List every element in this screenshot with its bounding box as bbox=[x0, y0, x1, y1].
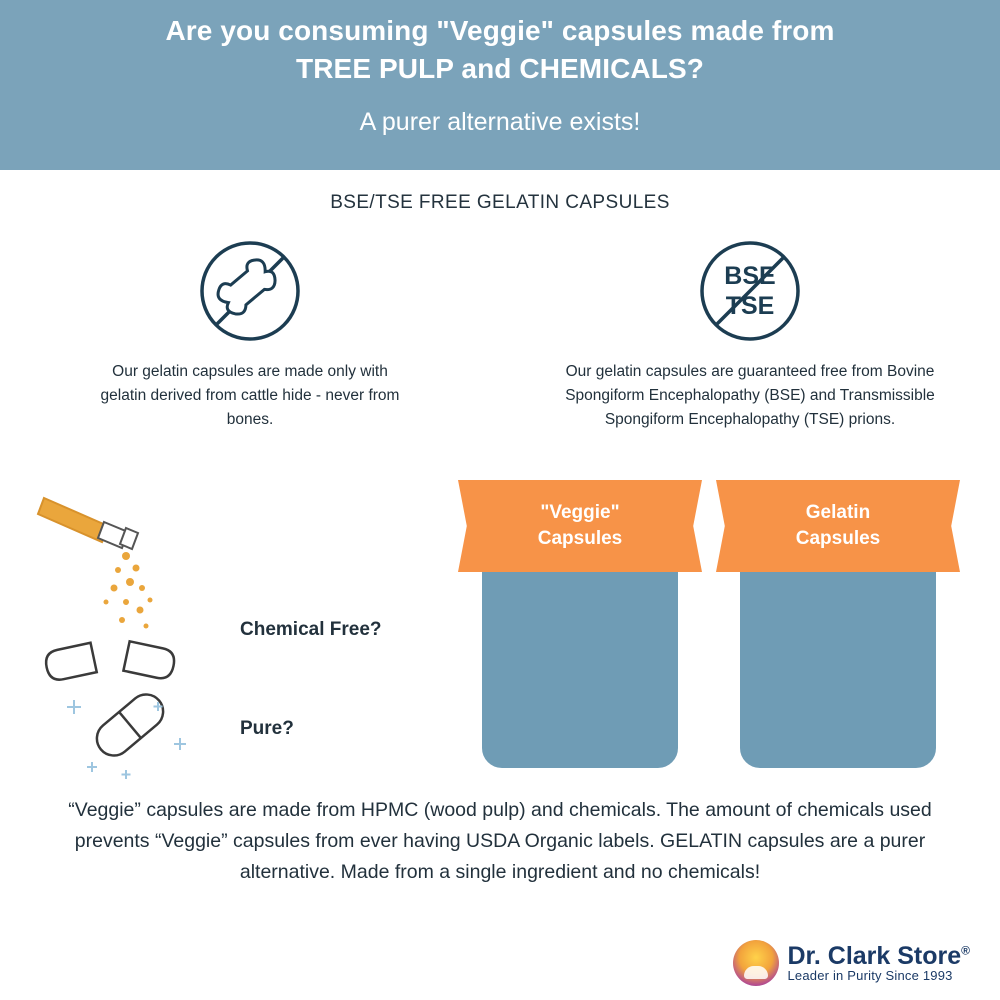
brand-tagline: Leader in Purity Since 1993 bbox=[787, 968, 953, 984]
brand-name-text: Dr. Clark Store bbox=[787, 942, 962, 971]
icon-row bbox=[0, 226, 1000, 432]
comparison-question-labels bbox=[240, 580, 450, 778]
icon-caption-bone: Our gelatin capsules are made only with gelatin derived from cattle hide - never from bones. bbox=[100, 363, 400, 429]
footer-description: “Veggie” capsules are made from HPMC (wood pulp) and chemicals. The amount of chemicals used prevents “Veggie” capsules from ever having USDA Organic labels. GELATIN capsules are a purer alternative. Made from a single ingredient and no chemicals! bbox=[68, 799, 932, 884]
header-headline bbox=[40, 12, 960, 88]
veggie-column-header bbox=[480, 480, 680, 572]
header-banner bbox=[0, 0, 1000, 170]
brand-name bbox=[787, 943, 970, 969]
veggie-header-line1: "Veggie" bbox=[540, 502, 620, 524]
ribbon-tail-left bbox=[716, 480, 738, 572]
ribbon-tail-left bbox=[458, 480, 480, 572]
no-bse-tse-icon bbox=[500, 226, 1000, 356]
header-headline-line1: Are you consuming "Veggie" capsules made from bbox=[165, 15, 835, 46]
registered-mark: ® bbox=[961, 943, 970, 958]
icon-column-bone bbox=[0, 226, 500, 432]
ribbon-tail-right bbox=[938, 480, 960, 572]
question-pure: Pure? bbox=[240, 718, 294, 739]
comparison-section bbox=[0, 470, 1000, 790]
icon-caption-bse-tse: Our gelatin capsules are guaranteed free from Bovine Spongiform Encephalopathy (BSE) and Transmissible Spongiform Encephalopathy (TSE) prions. bbox=[565, 363, 935, 429]
gelatin-column-header bbox=[738, 480, 938, 572]
svg-text:TSE: TSE bbox=[725, 292, 775, 320]
gelatin-header-line2: Capsules bbox=[795, 528, 881, 549]
veggie-header-line2: Capsules bbox=[537, 528, 623, 549]
sunrise-logo-icon bbox=[733, 940, 779, 986]
brand-logo bbox=[733, 940, 970, 986]
brand-text bbox=[787, 943, 970, 983]
no-bone-icon bbox=[0, 226, 500, 356]
ribbon-tail-right bbox=[680, 480, 702, 572]
question-chemical-free: Chemical Free? bbox=[240, 619, 382, 640]
icon-column-bse-tse bbox=[500, 226, 1000, 432]
svg-text:BSE: BSE bbox=[724, 262, 776, 290]
gelatin-header-line1: Gelatin bbox=[805, 502, 871, 524]
column-veggie-capsules bbox=[480, 480, 680, 572]
section-title: BSE/TSE FREE GELATIN CAPSULES bbox=[330, 192, 670, 213]
header-headline-line2: TREE PULP and CHEMICALS? bbox=[296, 52, 704, 84]
header-subhead: A purer alternative exists! bbox=[359, 107, 641, 136]
column-gelatin-capsules bbox=[738, 480, 938, 572]
